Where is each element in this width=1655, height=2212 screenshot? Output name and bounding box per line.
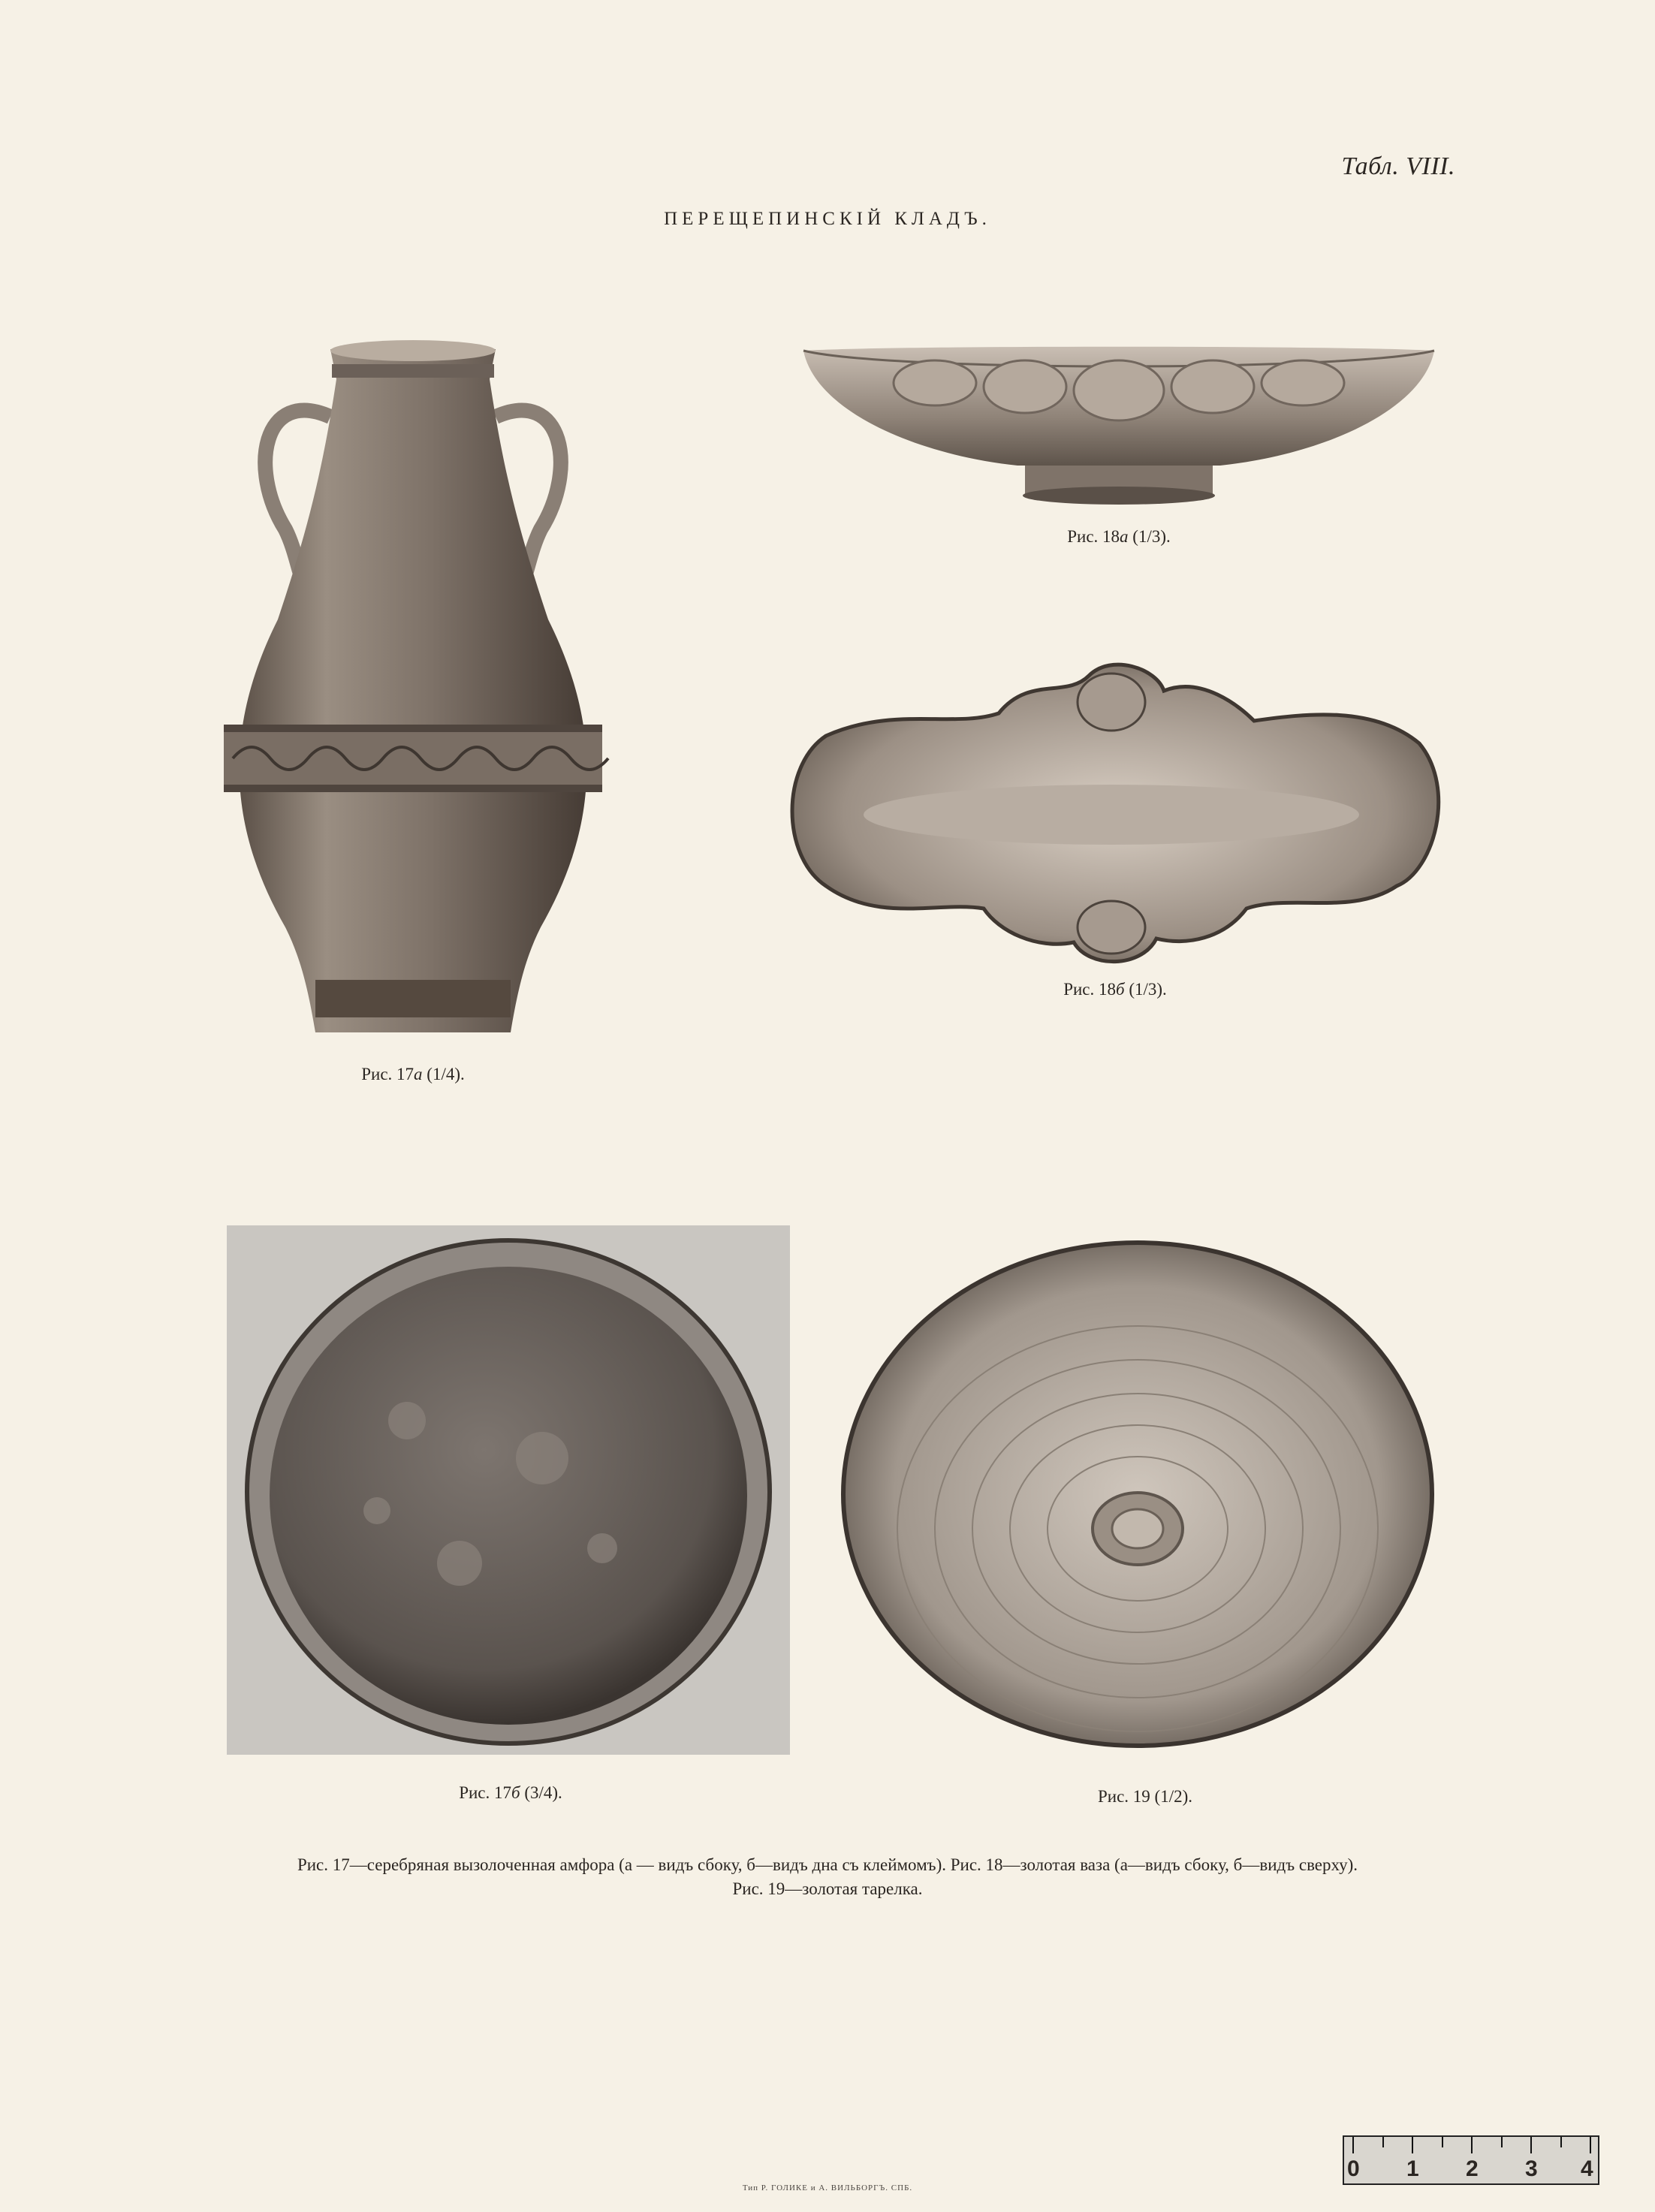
legend-line-1: Рис. 17—серебряная вызолоченная амфора (а — видъ сбоку, б—видъ дна съ клеймомъ). Рис. 18—золотая ваза (а—видъ сбоку, б—видъ сверху). bbox=[297, 1855, 1358, 1874]
figure-17b-caption bbox=[398, 1783, 623, 1803]
ruler-label-2: 2 bbox=[1466, 2156, 1479, 2181]
amphora-image bbox=[218, 334, 608, 1047]
plate-label: Табл. VIII. bbox=[1341, 152, 1455, 180]
caption-scale: (1/4). bbox=[422, 1065, 465, 1083]
ruler-label-0: 0 bbox=[1347, 2156, 1360, 2181]
ruler-label-3: 3 bbox=[1525, 2156, 1538, 2181]
caption-letter: б bbox=[511, 1783, 520, 1802]
caption-prefix: Рис. 18 bbox=[1063, 980, 1116, 999]
caption-letter: б bbox=[1116, 980, 1125, 999]
vase-side-view-image bbox=[800, 342, 1438, 514]
figure-18b-caption bbox=[1002, 980, 1228, 999]
caption-letter: a bbox=[414, 1065, 423, 1083]
ruler-label-4: 4 bbox=[1581, 2156, 1593, 2181]
plate-legend bbox=[165, 1853, 1490, 1901]
figure-18a-caption bbox=[1006, 527, 1231, 547]
caption-scale: (1/3). bbox=[1128, 527, 1171, 546]
ruler-label-1: 1 bbox=[1406, 2156, 1419, 2181]
vase-top-view-image bbox=[781, 661, 1442, 969]
figure-19-caption bbox=[1032, 1787, 1258, 1807]
caption-letter: a bbox=[1120, 527, 1129, 546]
amphora-base-image bbox=[227, 1225, 790, 1755]
caption-prefix: Рис. 17 bbox=[361, 1065, 415, 1083]
caption-prefix: Рис. 17 bbox=[459, 1783, 511, 1802]
caption-scale: (3/4). bbox=[520, 1783, 562, 1802]
caption-prefix: Рис. 18 bbox=[1067, 527, 1120, 546]
caption-prefix: Рис. 19 bbox=[1097, 1787, 1150, 1806]
figure-17a-caption bbox=[300, 1065, 526, 1084]
printer-imprint: Тип Р. ГОЛИКЕ и А. ВИЛЬБОРГЪ. СПБ. bbox=[742, 2183, 913, 2192]
golden-plate-image bbox=[837, 1237, 1438, 1752]
caption-scale: (1/3). bbox=[1124, 980, 1167, 999]
legend-line-2: Рис. 19—золотая тарелка. bbox=[732, 1879, 923, 1898]
caption-scale: (1/2). bbox=[1150, 1787, 1193, 1806]
page-title: ПЕРЕЩЕПИНСКІЙ КЛАДЪ. bbox=[664, 209, 991, 229]
measuring-ruler bbox=[1343, 2135, 1599, 2185]
